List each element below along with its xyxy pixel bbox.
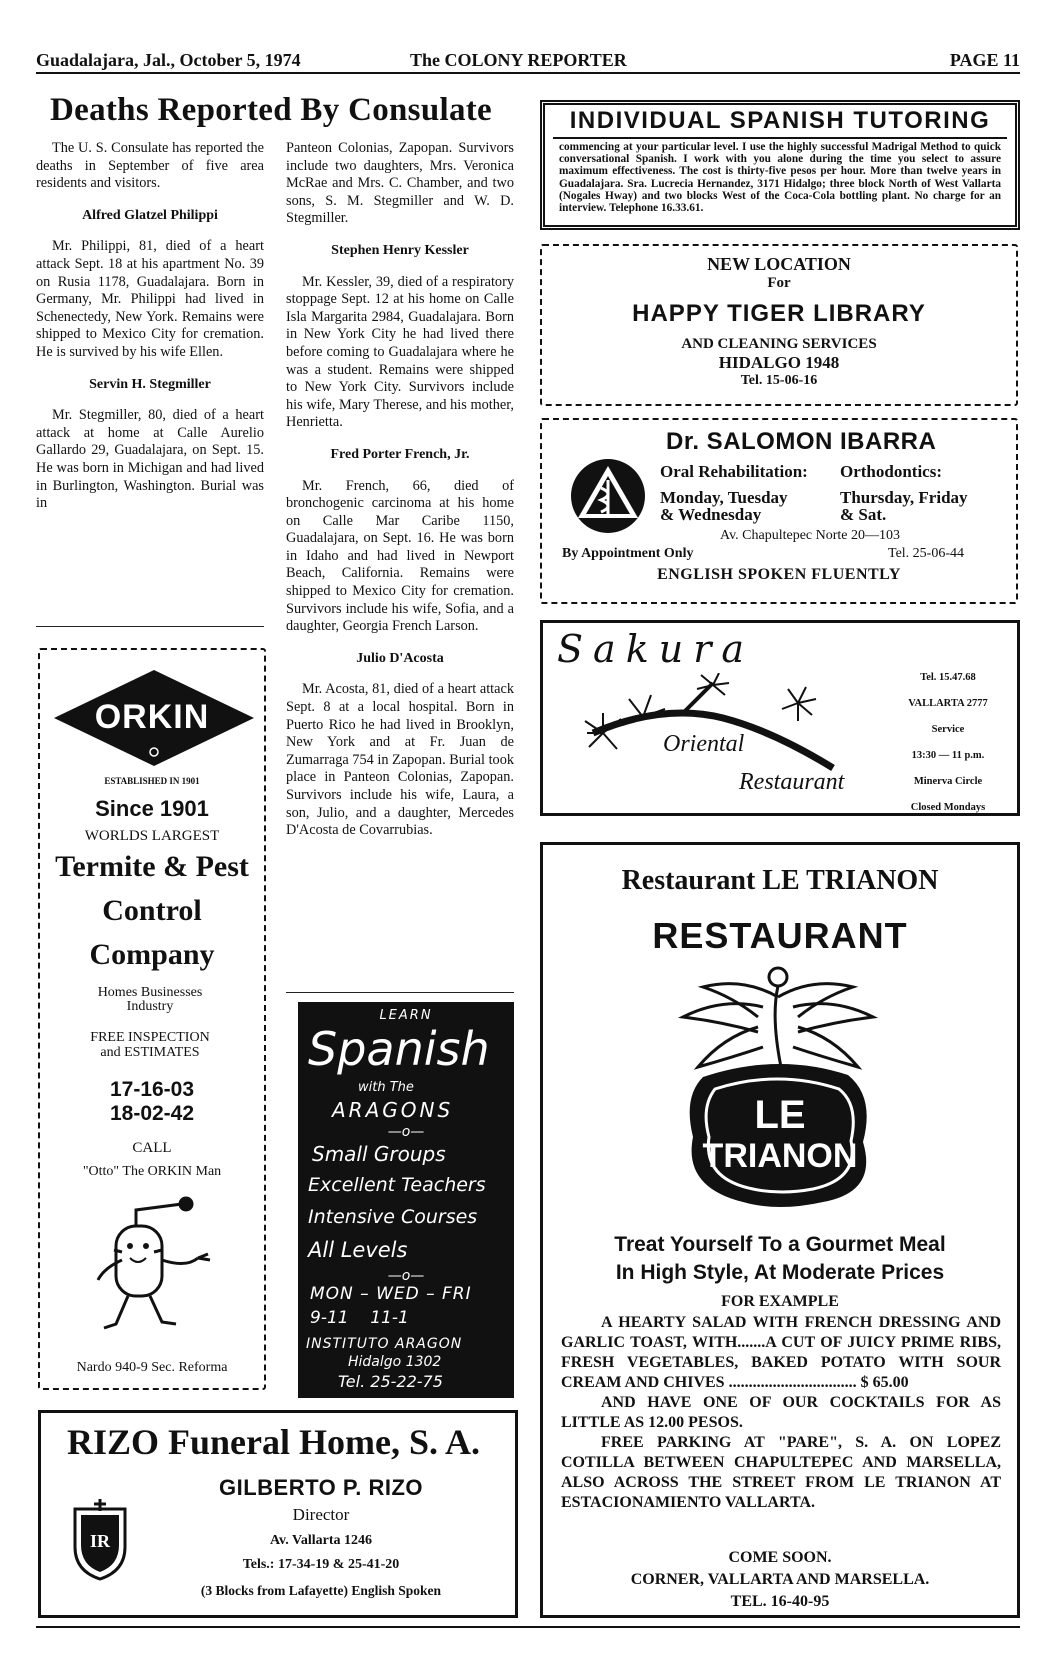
otto-mascot-illustration bbox=[86, 1196, 226, 1346]
dentist-english: ENGLISH SPOKEN FLUENTLY bbox=[657, 566, 901, 583]
spanish-days: MON – WED – FRI bbox=[310, 1284, 472, 1304]
library-cleaning: AND CLEANING SERVICES bbox=[681, 336, 877, 352]
orkin-control: Control bbox=[102, 894, 202, 927]
spanish-aragons: ARAGONS bbox=[332, 1098, 454, 1122]
spanish-intensive-courses: Intensive Courses bbox=[308, 1206, 478, 1228]
pine-branch-illustration bbox=[583, 673, 843, 773]
rizo-blocks: (3 Blocks from Lafayette) English Spoken bbox=[200, 1583, 442, 1598]
column-rule bbox=[36, 626, 264, 627]
happy-tiger-library-ad bbox=[540, 244, 1018, 406]
dentist-tel: Tel. 25-06-44 bbox=[888, 546, 965, 561]
le-trianon-ad bbox=[540, 842, 1020, 1618]
sakura-restaurant-ad bbox=[540, 620, 1020, 816]
trianon-tagline-2: In High Style, At Moderate Prices bbox=[615, 1261, 945, 1284]
spanish-separator-2: —o— bbox=[387, 1268, 425, 1284]
trianon-body-3: FREE PARKING AT "PARE", S. A. ON LOPEZ COTILLA BETWEEN CHAPULTEPEC AND MARSELLA, ALSO ACROSS THE STREET FROM LE TRIANON AT ESTACIONAMIENTO VALLARTA. bbox=[561, 1434, 1001, 1511]
sakura-restaurant: Restaurant bbox=[739, 769, 845, 795]
obit-text-french: Mr. French, 66, died of bronchogenic carcinoma at his home on Calle Mar Caribe 1150, Guadalajara, on Sept. 16. He was born in Idaho and had lived in Newport Beach, California. Remains were shipped to Mexico City for cremation. Survivors include his wife, Sofia, and a daughter, Georgia French Larson. bbox=[286, 477, 514, 635]
rizo-tels: Tels.: 17-34-19 & 25-41-20 bbox=[242, 1557, 400, 1572]
spanish-tel: Tel. 25-22-75 bbox=[338, 1372, 443, 1391]
orkin-phone-2: 18-02-42 bbox=[109, 1102, 195, 1125]
trianon-tel: TEL. 16-40-95 bbox=[730, 1593, 830, 1610]
caduceus-triangle-icon bbox=[568, 456, 648, 536]
article-column-1 bbox=[36, 140, 264, 523]
spanish-small-groups: Small Groups bbox=[312, 1142, 446, 1166]
library-for: For bbox=[767, 275, 791, 291]
article-column-2 bbox=[286, 140, 514, 850]
article-intro: The U. S. Consulate has reported the deaths in September of five area residents and visitors. bbox=[36, 140, 264, 192]
obit-text-stegmiller-a: Mr. Stegmiller, 80, died of a heart attack at home at Calle Aurelio Gallardo 29, Guadalajara, on Sept. 15. He was born in Michigan and had lived in Burlington, Washington. Burial was in bbox=[36, 407, 264, 512]
dentist-specialty-a: Oral Rehabilitation: bbox=[660, 462, 808, 481]
tutoring-title: INDIVIDUAL SPANISH TUTORING bbox=[569, 107, 991, 134]
dentist-days-b2: & Sat. bbox=[840, 505, 887, 524]
orkin-established: ESTABLISHED IN 1901 bbox=[104, 776, 200, 786]
sakura-location: Minerva Circle bbox=[913, 776, 983, 787]
orkin-call: CALL bbox=[132, 1140, 172, 1156]
rizo-logo-letters: IR bbox=[89, 1531, 110, 1551]
obit-name-philippi: Alfred Glatzel Philippi bbox=[82, 207, 218, 223]
sakura-tel: Tel. 15.47.68 bbox=[920, 672, 976, 683]
spanish-tutoring-ad bbox=[540, 100, 1020, 230]
trianon-logo-trianon: TRIANON bbox=[702, 1137, 858, 1175]
obit-text-stegmiller-b: Panteon Colonias, Zapopan. Survivors include two daughters, Mrs. Veronica McRae and Mrs. C. Chamber, and two sons, S. M. Stegmiller and W. D. Stegmiller. bbox=[286, 140, 514, 227]
obit-name-french: Fred Porter French, Jr. bbox=[330, 446, 470, 462]
dentist-specialty-b: Orthodontics: bbox=[840, 462, 942, 481]
dentist-days-a2: & Wednesday bbox=[660, 505, 762, 524]
bottom-rule bbox=[36, 1626, 1020, 1628]
sakura-service: Service bbox=[931, 724, 965, 735]
orkin-worlds-largest: WORLDS LARGEST bbox=[84, 828, 220, 844]
trianon-example: FOR EXAMPLE bbox=[721, 1293, 839, 1310]
column-rule bbox=[286, 992, 514, 993]
library-name: HAPPY TIGER LIBRARY bbox=[632, 300, 926, 327]
orkin-phone-1: 17-16-03 bbox=[109, 1078, 195, 1101]
trianon-body-1: A HEARTY SALAD WITH FRENCH DRESSING AND GARLIC TOAST, WITH.......A CUT OF JUICY PRIME RIBS, FRESH VEGETABLES, BAKED POTATO WITH SOUR CREAM AND CHIVES ................................ $ 65.00 bbox=[561, 1314, 1001, 1391]
spanish-separator-1: —o— bbox=[387, 1124, 425, 1140]
dentist-address: Av. Chapultepec Norte 20—103 bbox=[720, 528, 901, 543]
obit-name-kessler: Stephen Henry Kessler bbox=[331, 242, 469, 258]
learn-spanish-ad bbox=[298, 1002, 514, 1398]
orkin-termite: Termite & Pest bbox=[55, 850, 249, 883]
rizo-address: Av. Vallarta 1246 bbox=[269, 1533, 373, 1548]
dentist-appointment: By Appointment Only bbox=[562, 546, 694, 561]
page-number: PAGE 11 bbox=[949, 50, 1020, 70]
sakura-closed: Closed Mondays bbox=[910, 802, 986, 813]
spanish-times: 9-11 11-1 bbox=[310, 1308, 409, 1328]
orkin-address: Nardo 940-9 Sec. Reforma bbox=[76, 1360, 228, 1375]
trianon-heading: Restaurant LE TRIANON bbox=[621, 865, 939, 896]
orkin-markets: Homes Businesses Industry bbox=[97, 985, 203, 1014]
article-headline: Deaths Reported By Consulate bbox=[50, 92, 492, 128]
orkin-since: Since 1901 bbox=[95, 796, 209, 821]
trianon-body bbox=[561, 1313, 1001, 1513]
header-rule bbox=[36, 72, 1020, 74]
library-new-location: NEW LOCATION bbox=[707, 254, 851, 274]
sakura-hours: 13:30 — 11 p.m. bbox=[911, 750, 985, 761]
newspaper-name: The COLONY REPORTER bbox=[410, 50, 627, 70]
sakura-address: VALLARTA 2777 bbox=[908, 698, 988, 709]
trianon-logo-le: LE bbox=[754, 1093, 806, 1137]
obit-text-kessler: Mr. Kessler, 39, died of a respiratory stoppage Sept. 12 at his home on Calle Isla Margarita 2984, Guadalajara. Born in New York City he had lived there before coming to Guadalajara where he was a student. Remains were shipped to New York City. Survivors include his wife, Mary Therese, and his mother, Henrietta. bbox=[286, 273, 514, 431]
trianon-tagline-1: Treat Yourself To a Gourmet Meal bbox=[614, 1233, 946, 1256]
dateline: Guadalajara, Jal., October 5, 1974 bbox=[36, 50, 301, 70]
sakura-oriental: Oriental bbox=[663, 731, 745, 757]
orkin-otto: "Otto" The ORKIN Man bbox=[82, 1164, 222, 1179]
orkin-logo-text: ORKIN bbox=[94, 698, 210, 736]
spanish-institute: INSTITUTO ARAGON bbox=[306, 1336, 463, 1352]
orkin-free-inspection: FREE INSPECTION and ESTIMATES bbox=[90, 1030, 210, 1060]
obit-text-philippi: Mr. Philippi, 81, died of a heart attack Sept. 18 at his apartment No. 39 on Rusia 1178, Guadalajara. Born in Germany, Mr. Philippi had lived in Schenectedy, New York. Remains were shipped to Mexico City for cremation. He is survived by his wife Ellen. bbox=[36, 238, 264, 360]
dentist-days-a1: Monday, Tuesday bbox=[660, 488, 788, 507]
orkin-ad bbox=[38, 648, 266, 1390]
obit-text-dacosta: Mr. Acosta, 81, died of a heart attack Sept. 8 at a local hospital. Born in Puerto Rico he had lived in Brooklyn, New York and at Fr. Juan de Zumarraga 754 in Zapopan. Burial took place in Panteon Colonias, Zapopan. Survivors include his wife, Laura, a son, Julio, and a daughter, Mercedes D'Acosta de Covarrubias. bbox=[286, 681, 514, 839]
orkin-company: Company bbox=[89, 938, 215, 971]
rizo-director-label: Director bbox=[292, 1505, 350, 1524]
sakura-info bbox=[883, 665, 1013, 821]
library-address: HIDALGO 1948 bbox=[718, 353, 840, 372]
trianon-body-2: AND HAVE ONE OF OUR COCKTAILS FOR AS LITTLE AS 12.00 PESOS. bbox=[561, 1394, 1001, 1431]
obit-name-stegmiller: Servin H. Stegmiller bbox=[89, 376, 211, 392]
spanish-with-the: with The bbox=[358, 1080, 414, 1095]
sakura-name: Sakura bbox=[557, 627, 755, 671]
dentist-days-b1: Thursday, Friday bbox=[840, 488, 968, 507]
trianon-logo-word: RESTAURANT bbox=[652, 915, 908, 956]
trianon-corner: CORNER, VALLARTA AND MARSELLA. bbox=[630, 1571, 930, 1588]
spanish-excellent-teachers: Excellent Teachers bbox=[308, 1174, 486, 1196]
obit-name-dacosta: Julio D'Acosta bbox=[356, 650, 444, 666]
trianon-come-soon: COME SOON. bbox=[728, 1549, 832, 1566]
spanish-learn: LEARN bbox=[379, 1008, 433, 1023]
spanish-all-levels: All Levels bbox=[308, 1238, 408, 1262]
rizo-name: RIZO Funeral Home, S. A. bbox=[67, 1422, 481, 1462]
rizo-director-name: GILBERTO P. RIZO bbox=[219, 1475, 423, 1500]
spanish-address: Hidalgo 1302 bbox=[348, 1354, 442, 1370]
rizo-funeral-home-ad bbox=[38, 1410, 518, 1618]
dentist-ad bbox=[540, 418, 1018, 604]
tutoring-body: commencing at your particular level. I use the highly successful Madrigal Method to quick conversational Spanish. I work with you alone during the time you select to assure maximum effectiveness. The cost is thirty-five pesos per hour. More than twelve years in Guadalajara. Sra. Lucrecia Hernandez, 3171 Hidalgo; three block North of West Vallarta (Nogales Hway) and two blocks West of the Coca-Cola bottling plant. No charge for an interview. Telephone 16.33.61. bbox=[559, 141, 1001, 215]
peacock-logo-illustration bbox=[663, 957, 893, 1217]
dentist-name: Dr. SALOMON IBARRA bbox=[666, 428, 937, 455]
library-tel: Tel. 15-06-16 bbox=[740, 373, 818, 388]
spanish-title: Spanish bbox=[308, 1022, 490, 1076]
